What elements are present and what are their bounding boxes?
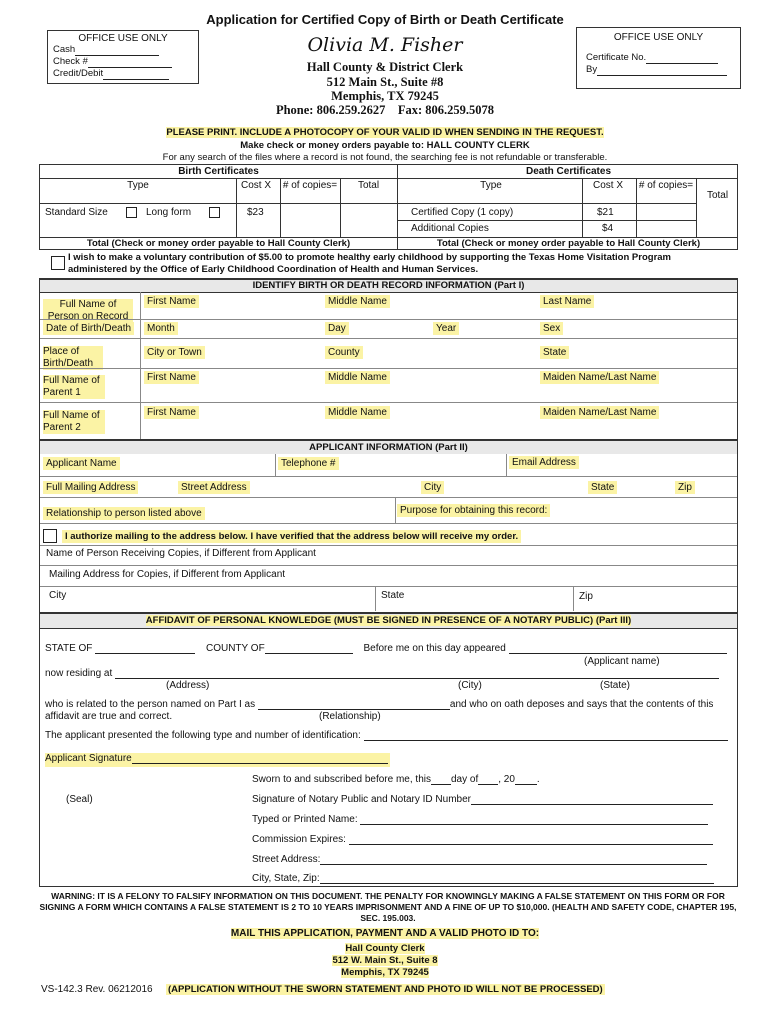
parent1-label: Full Name of Parent 1	[43, 375, 105, 399]
clerk-address1: 512 Main St., Suite #8	[326, 75, 444, 89]
day-of-label: day of	[450, 774, 479, 785]
birth-copies-header: # of copies=	[282, 180, 338, 191]
county-of-field[interactable]	[265, 643, 353, 654]
applicant-signature-field[interactable]	[132, 753, 388, 764]
office-use-right	[576, 27, 741, 89]
notary-csz-field[interactable]	[320, 873, 714, 884]
before-me-label: Before me on this day appeared	[363, 643, 506, 654]
clerk-name: Hall County & District Clerk	[306, 60, 464, 74]
clerk-fax: Fax: 806.259.5078	[397, 103, 495, 117]
residing-field[interactable]	[115, 668, 719, 679]
death-total-header: Total	[706, 190, 729, 201]
zip-field[interactable]: Zip	[675, 481, 695, 494]
part2-section	[39, 439, 738, 613]
receiving-name-field[interactable]: Name of Person Receiving Copies, if Different from Applicant	[46, 548, 316, 559]
office-use-heading: OFFICE USE ONLY	[78, 33, 168, 44]
contribution-text: I wish to make a voluntary contribution of $5.00 to promote healthy early childhood by supporting the Texas Home Visitation Program administered by the Office of Early Childhood Coordination of Health and Human Services.	[68, 252, 671, 275]
relationship-caption: (Relationship)	[319, 711, 381, 722]
additional-copies-label: Additional Copies	[411, 223, 489, 234]
parent2-label: Full Name of Parent 2	[43, 410, 105, 434]
email-field[interactable]: Email Address	[509, 456, 579, 469]
applicant-signature-label: Applicant Signature	[45, 753, 132, 764]
applicant-signature-row	[45, 753, 390, 767]
credit-label: Credit/Debit	[53, 68, 104, 79]
standard-size-checkbox[interactable]	[126, 207, 137, 218]
city-caption: (City)	[458, 680, 482, 691]
related-line	[45, 699, 713, 710]
check-label: Check #	[53, 56, 88, 67]
notary-sig-line	[252, 794, 713, 805]
affidavit-true: affidavit are true and correct.	[45, 711, 173, 722]
day-field[interactable]: Day	[325, 322, 349, 335]
telephone-field[interactable]: Telephone #	[278, 457, 339, 470]
certificate-no-label: Certificate No.	[586, 52, 647, 63]
mail-line1-wrap	[0, 943, 770, 954]
clerk-phone-fax	[230, 103, 540, 118]
clerk-signature: Olivia M. Fisher	[307, 34, 463, 56]
parent2-middle-field[interactable]: Middle Name	[325, 406, 390, 419]
year-field[interactable]: Year	[433, 322, 459, 335]
mail-line3-wrap	[0, 967, 770, 978]
long-form-checkbox[interactable]	[209, 207, 220, 218]
city-town-field[interactable]: City or Town	[144, 346, 205, 359]
cash-label: Cash	[53, 44, 76, 55]
death-type-header: Type	[480, 180, 502, 191]
part1-section	[39, 278, 738, 441]
commission-field[interactable]	[349, 834, 713, 845]
oath-label: and who on oath deposes and says that the contents of this	[449, 699, 714, 710]
by-label: By	[586, 64, 598, 75]
month-field[interactable]: Month	[144, 322, 178, 335]
notary-sig-field[interactable]	[471, 794, 713, 805]
payable-notice: Make check or money orders payable to: HALL COUNTY CLERK	[240, 140, 530, 151]
form-revision: VS-142.3 Rev. 06212016	[41, 984, 153, 995]
long-form-label: Long form	[146, 207, 192, 218]
part3-section	[39, 612, 738, 887]
office-use-left	[47, 30, 199, 84]
county-field[interactable]: County	[325, 346, 363, 359]
mail-line1: Hall County Clerk	[345, 943, 425, 954]
clerk-address2: Memphis, TX 79245	[331, 89, 439, 103]
parent1-middle-field[interactable]: Middle Name	[325, 371, 390, 384]
residing-line	[45, 668, 719, 679]
office-use-heading-right: OFFICE USE ONLY	[613, 32, 704, 43]
notary-street-label: Street Address:	[252, 854, 321, 865]
certified-copy-price: $21	[597, 207, 614, 218]
notary-street-field[interactable]	[320, 854, 707, 865]
state-field-p2[interactable]: State	[588, 481, 617, 494]
presented-label: The applicant presented the following type and number of identification:	[45, 730, 361, 741]
applicant-name-caption: (Applicant name)	[584, 656, 660, 667]
part1-heading: IDENTIFY BIRTH OR DEATH RECORD INFORMATION (Part I)	[40, 280, 737, 292]
city2-field[interactable]: City	[49, 590, 67, 601]
birth-cost-header: Cost X	[240, 180, 271, 191]
state-of-field[interactable]	[95, 643, 195, 654]
part3-heading: AFFIDAVIT OF PERSONAL KNOWLEDGE (MUST BE SIGNED IN PRESENCE OF A NOTARY PUBLIC) (Part III)	[145, 615, 632, 626]
birth-type-header: Type	[127, 180, 149, 191]
seal-label: (Seal)	[66, 794, 93, 805]
now-residing-label: now residing at	[45, 668, 113, 679]
sex-field[interactable]: Sex	[540, 322, 563, 335]
comma20-label: , 20	[498, 774, 515, 785]
zip2-field[interactable]: Zip	[579, 591, 593, 602]
dob-label: Date of Birth/Death	[43, 322, 134, 335]
part2-heading: APPLICANT INFORMATION (Part II)	[40, 441, 737, 454]
street-address-field[interactable]: Street Address	[178, 481, 250, 494]
form-title: Application for Certified Copy of Birth or Death Certificate	[206, 12, 564, 27]
death-total-label: Total (Check or money order payable to Hall County Clerk)	[436, 238, 701, 249]
first-name-field[interactable]: First Name	[144, 295, 199, 308]
parent1-maiden-field[interactable]: Maiden Name/Last Name	[540, 371, 659, 384]
parent2-maiden-field[interactable]: Maiden Name/Last Name	[540, 406, 659, 419]
print-notice-wrap	[0, 127, 770, 138]
full-name-person-label: Full Name of Person on Record	[43, 299, 133, 323]
purpose-field[interactable]: Purpose for obtaining this record:	[397, 504, 550, 517]
address-caption: (Address)	[166, 680, 210, 691]
death-copies-header: # of copies=	[638, 180, 694, 191]
authorize-checkbox[interactable]	[43, 529, 57, 543]
state-field[interactable]: State	[540, 346, 569, 359]
birth-total-header: Total	[357, 180, 380, 191]
relationship-line[interactable]	[258, 699, 450, 710]
last-name-field[interactable]: Last Name	[540, 295, 594, 308]
certified-copy-label: Certified Copy (1 copy)	[411, 207, 514, 218]
mailing-copies-field[interactable]: Mailing Address for Copies, if Different from Applicant	[49, 569, 286, 580]
applicant-name-field[interactable]: Applicant Name	[43, 457, 120, 470]
applicant-name-line[interactable]	[509, 643, 727, 654]
notary-sig-label: Signature of Notary Public and Notary ID Number	[252, 794, 471, 805]
mail-heading-wrap	[0, 928, 770, 939]
typed-name-field[interactable]	[360, 814, 708, 825]
death-heading: Death Certificates	[525, 166, 612, 177]
parent1-first-field[interactable]: First Name	[144, 371, 199, 384]
mail-heading: MAIL THIS APPLICATION, PAYMENT AND A VALID PHOTO ID TO:	[230, 928, 540, 939]
fee-section	[39, 164, 738, 250]
part3-heading-bar	[40, 614, 737, 628]
warning-text: WARNING: IT IS A FELONY TO FALSIFY INFORMATION ON THIS DOCUMENT. THE PENALTY FOR KNOWINGLY MAKING A FALSE STATEMENT ON THIS FORM OR FOR SIGNING A FORM WHICH CONTAINS A FALSE STATEMENT IS 2 TO 10 YEARS IMPRISONMENT AND A FINE OF UP TO $10,000. (HEALTH AND SAFETY CODE, CHAPTER 195, SEC. 195.003.	[39, 891, 737, 923]
print-notice: PLEASE PRINT. INCLUDE A PHOTOCOPY OF YOUR VALID ID WHEN SENDING IN THE REQUEST.	[166, 127, 604, 138]
additional-copies-price: $4	[602, 223, 614, 234]
county-of-label: COUNTY OF	[205, 643, 265, 654]
birth-total-label: Total (Check or money order payable to Hall County Clerk)	[86, 238, 351, 249]
typed-name-line	[252, 814, 708, 825]
identification-field[interactable]	[364, 730, 728, 741]
clerk-phone: Phone: 806.259.2627	[275, 103, 386, 117]
birth-heading: Birth Certificates	[178, 166, 259, 177]
fee-notice: For any search of the files where a record is not found, the searching fee is not refundable or transferable.	[162, 152, 608, 163]
mail-line3: Memphis, TX 79245	[341, 967, 429, 978]
standard-size-label: Standard Size	[45, 207, 108, 218]
relationship-field[interactable]: Relationship to person listed above	[43, 507, 205, 520]
presented-line	[45, 730, 728, 741]
notary-csz-line	[252, 873, 714, 884]
commission-label: Commission Expires:	[252, 834, 346, 845]
typed-name-label: Typed or Printed Name:	[252, 814, 358, 825]
mailing-address-label: Full Mailing Address	[43, 481, 138, 494]
death-cost-header: Cost X	[592, 180, 623, 191]
footer-note: (APPLICATION WITHOUT THE SWORN STATEMENT AND PHOTO ID WILL NOT BE PROCESSED)	[168, 984, 603, 995]
birth-price: $23	[247, 207, 264, 218]
state-caption: (State)	[600, 680, 631, 691]
state-of-line	[45, 643, 727, 654]
authorize-text: I authorize mailing to the address below. I have verified that the address below will receive my order.	[62, 530, 521, 543]
sworn-label: Sworn to and subscribed before me, this	[252, 774, 431, 785]
parent2-first-field[interactable]: First Name	[144, 406, 199, 419]
sworn-line: Sworn to and subscribed before me, this day of , 20 .	[252, 774, 540, 785]
mail-line2: 512 W. Main St., Suite 8	[332, 955, 438, 966]
notary-csz-label: City, State, Zip:	[252, 873, 320, 884]
place-label: Place of Birth/Death	[43, 346, 103, 370]
contribution-checkbox[interactable]	[51, 256, 65, 270]
city-field[interactable]: City	[421, 481, 444, 494]
state2-field[interactable]: State	[381, 590, 405, 601]
notary-street-line	[252, 854, 707, 865]
state-of-label: STATE OF	[45, 643, 93, 654]
related-label: who is related to the person named on Part I as	[45, 699, 256, 710]
middle-name-field[interactable]: Middle Name	[325, 295, 390, 308]
commission-line	[252, 834, 713, 845]
mail-line2-wrap	[0, 955, 770, 966]
